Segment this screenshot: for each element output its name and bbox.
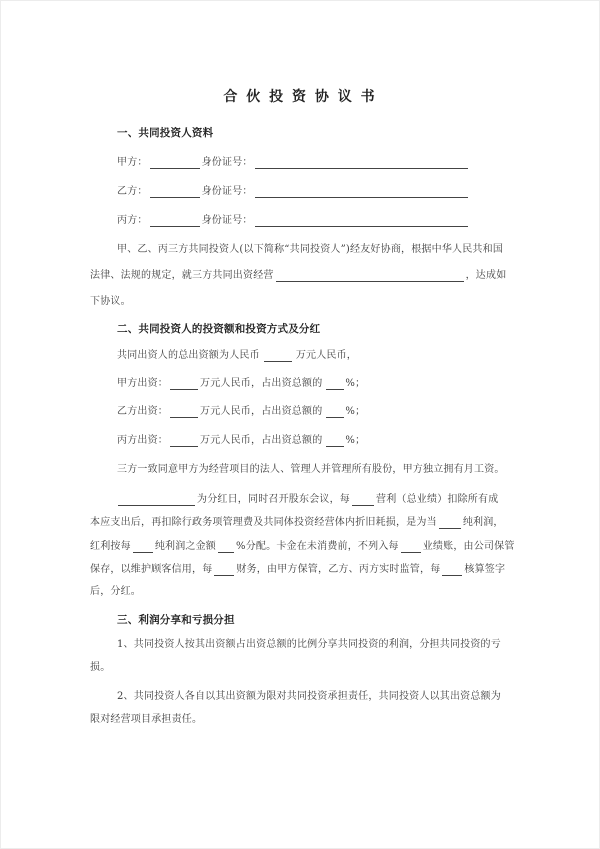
percent-sign: %；	[345, 406, 366, 417]
dividend-text: 业绩账，由公司保管	[422, 541, 515, 552]
dividend-text: 财务，由甲方保管，乙方、丙方实时监管，每	[236, 564, 441, 575]
section-3-heading: 三、利润分享和亏损分担	[117, 614, 235, 626]
id-number-blank	[255, 215, 468, 227]
clause-1-line-1: 1、共同投资人按其出资额占出资总额的比例分享共同投资的利润，分担共同投资的亏	[117, 639, 501, 650]
period-blank	[442, 564, 462, 576]
contribution-unit: 万元人民币，占出资总额的	[200, 378, 323, 389]
intro-line-1: 甲、乙、丙三方共同投资人(以下简称“共同投资人”)经友好协商，根据中华人民共和国	[117, 244, 504, 255]
party-row-yi	[117, 186, 470, 198]
party-label: 甲方：	[117, 157, 148, 168]
contribution-row-yi	[117, 406, 365, 418]
dividend-line-2	[90, 517, 504, 529]
id-number-blank	[255, 186, 468, 198]
percent-blank	[326, 435, 344, 447]
management-clause: 三方一致同意甲方为经营项目的法人、管理人并管理所有股份，甲方独立拥有月工资。	[117, 464, 505, 475]
contribution-row-jia	[117, 378, 365, 390]
period-blank	[352, 494, 374, 506]
dividend-text: 为分红日，同时召开股东会议，每	[197, 494, 350, 505]
period-blank	[214, 564, 234, 576]
contribution-unit: 万元人民币，占出资总额的	[200, 435, 323, 446]
dividend-text: 保存，以维护顾客信用，每	[90, 564, 213, 575]
total-unit: 万元人民币，	[295, 350, 358, 361]
dividend-text: %分配。卡金在未消费前，不列入每	[236, 541, 399, 552]
name-blank	[150, 215, 200, 227]
dividend-text: 核算签字	[464, 564, 506, 575]
contribution-unit: 万元人民币，占出资总额的	[200, 406, 323, 417]
intro-text: ，达成如	[465, 270, 507, 281]
intro-line-3: 下协议。	[90, 296, 131, 307]
percent-sign: %；	[345, 378, 366, 389]
business-name-blank	[276, 270, 464, 282]
percent-blank	[218, 541, 234, 553]
dividend-text: 纯利润，	[462, 517, 504, 528]
total-text: 共同出资人的总出资额为人民币	[117, 350, 260, 361]
party-label: 乙方：	[117, 186, 148, 197]
dividend-text: 红利按每	[90, 541, 131, 552]
party-label: 丙方：	[117, 215, 148, 226]
section-1-heading: 一、共同投资人资料	[117, 127, 214, 139]
dividend-line-1	[118, 494, 498, 506]
amount-blank	[170, 435, 198, 447]
clause-1-line-2: 损。	[90, 662, 111, 673]
party-row-bing	[117, 215, 470, 227]
contribution-label: 丙方出资：	[117, 435, 168, 446]
period-blank	[133, 541, 153, 553]
percent-blank	[326, 406, 344, 418]
dividend-date-blank	[118, 494, 195, 506]
section-2-heading: 二、共同投资人的投资额和投资方式及分红	[117, 323, 321, 335]
clause-2-line-2: 限对经营项目承担责任。	[90, 714, 203, 725]
dividend-line-3	[90, 541, 515, 553]
percent-blank	[326, 378, 344, 390]
amount-blank	[264, 350, 292, 362]
name-blank	[150, 157, 200, 169]
contribution-row-bing	[117, 435, 365, 447]
dividend-text: 本应支出后，再扣除行政务项管理费及共同体投资经营体内折旧耗损，是为当	[90, 517, 437, 528]
dividend-line-5: 后，分红。	[90, 586, 141, 597]
id-label: 身份证号：	[201, 157, 253, 168]
contribution-label: 甲方出资：	[117, 378, 168, 389]
dividend-text: 纯利润之金额	[154, 541, 217, 552]
intro-line-2	[90, 270, 506, 282]
id-number-blank	[255, 157, 468, 169]
dividend-text: 营利（总业绩）扣除所有成	[376, 494, 499, 505]
amount-blank	[170, 406, 198, 418]
clause-2-line-1: 2、共同投资人各自以其出资额为限对共同投资承担责任，共同投资人以其出资总额为	[117, 691, 501, 702]
period-blank	[439, 517, 461, 529]
amount-blank	[170, 378, 198, 390]
percent-sign: %；	[345, 435, 366, 446]
period-blank	[401, 541, 421, 553]
dividend-line-4	[90, 564, 505, 576]
intro-text: 法律、法规的规定，就三方共同出资经营	[90, 270, 274, 281]
contribution-label: 乙方出资：	[117, 406, 168, 417]
total-investment-line	[117, 350, 357, 362]
id-label: 身份证号：	[201, 186, 253, 197]
name-blank	[150, 186, 200, 198]
party-row-jia	[117, 157, 470, 169]
id-label: 身份证号：	[201, 215, 253, 226]
document-title: 合 伙 投 资 协 议 书	[223, 89, 377, 105]
